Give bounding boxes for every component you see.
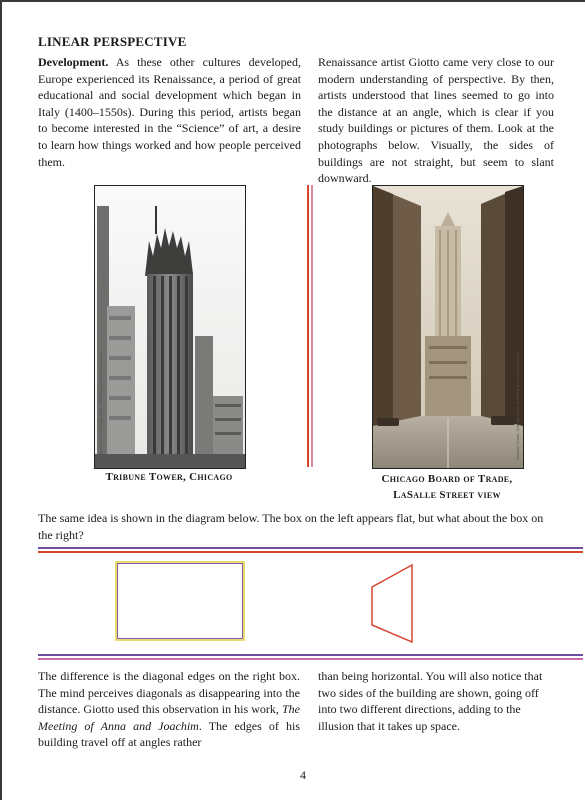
vertical-divider-pink: [311, 185, 313, 467]
right-column-text: Renaissance artist Giotto came very close to our modern understanding of perspective. By then, artists understood that lines seemed to go into the distance at an angle, which is clear if you study buildings or pictures of them. Look at the photographs below. Visually, the sides of buildings are not straight, but seem to slant downward.: [318, 55, 554, 186]
top-decorative-band: [38, 547, 583, 553]
board-of-trade-photo: [372, 185, 524, 469]
bottom-left-before: The difference is the diagonal edges on the right box. The mind perceives diagonals as disappearing into the distance. Giotto used this observation in his work,: [38, 669, 300, 717]
left-column-text: [38, 54, 301, 170]
band-line-red: [38, 551, 583, 553]
perspective-box: [372, 565, 412, 642]
left-column-body: As these other cultures developed, Europe experienced its Renaissance, a period of great educational and social development which began in Italy (1400–1550s). During this period, artists began to become interested in the “Science” of art, a desire to learn how things worked and how people perceived them.: [38, 55, 301, 169]
board-of-trade-illustration: [373, 186, 523, 468]
page-number: 4: [300, 768, 306, 782]
diagram-intro-text: The same idea is shown in the diagram below. The box on the left appears flat, but what about the box on the right?: [38, 511, 544, 542]
section-heading: LINEAR PERSPECTIVE: [38, 34, 187, 49]
bottom-left-after: . The edges of his building travel off at angles rather: [38, 718, 300, 750]
band-line-pink: [38, 658, 583, 660]
bottom-left-text: [38, 668, 300, 751]
tribune-tower-caption: Tribune Tower, Chicago: [105, 471, 233, 483]
flat-box-inner: [118, 564, 243, 639]
caption-line-1: Chicago Board of Trade,: [381, 473, 513, 485]
photo-credit-right: Barbara Crane, Chicago Dept. of Planning and Development: [515, 352, 520, 460]
lead-term: Development.: [38, 55, 109, 69]
artwork-title: The Meeting of Anna and Joachim: [38, 702, 300, 733]
photo-credit-left: Stephen Reed, Chicago Dept. of Planning and Development: [98, 353, 103, 460]
caption-line-2: LaSalle Street view: [393, 489, 501, 501]
vertical-divider-red: [307, 185, 309, 467]
board-of-trade-caption: [342, 471, 552, 503]
bottom-decorative-band: [38, 654, 583, 660]
bottom-right-text: than being horizontal. You will also notice that two sides of the building are shown, going off into two different directions, adding to the illusion that it takes up space.: [318, 669, 543, 733]
flat-box-outer: [116, 562, 244, 640]
tribune-tower-photo: [94, 185, 246, 469]
box-diagram: [102, 557, 502, 652]
tribune-tower-illustration: [95, 186, 245, 468]
